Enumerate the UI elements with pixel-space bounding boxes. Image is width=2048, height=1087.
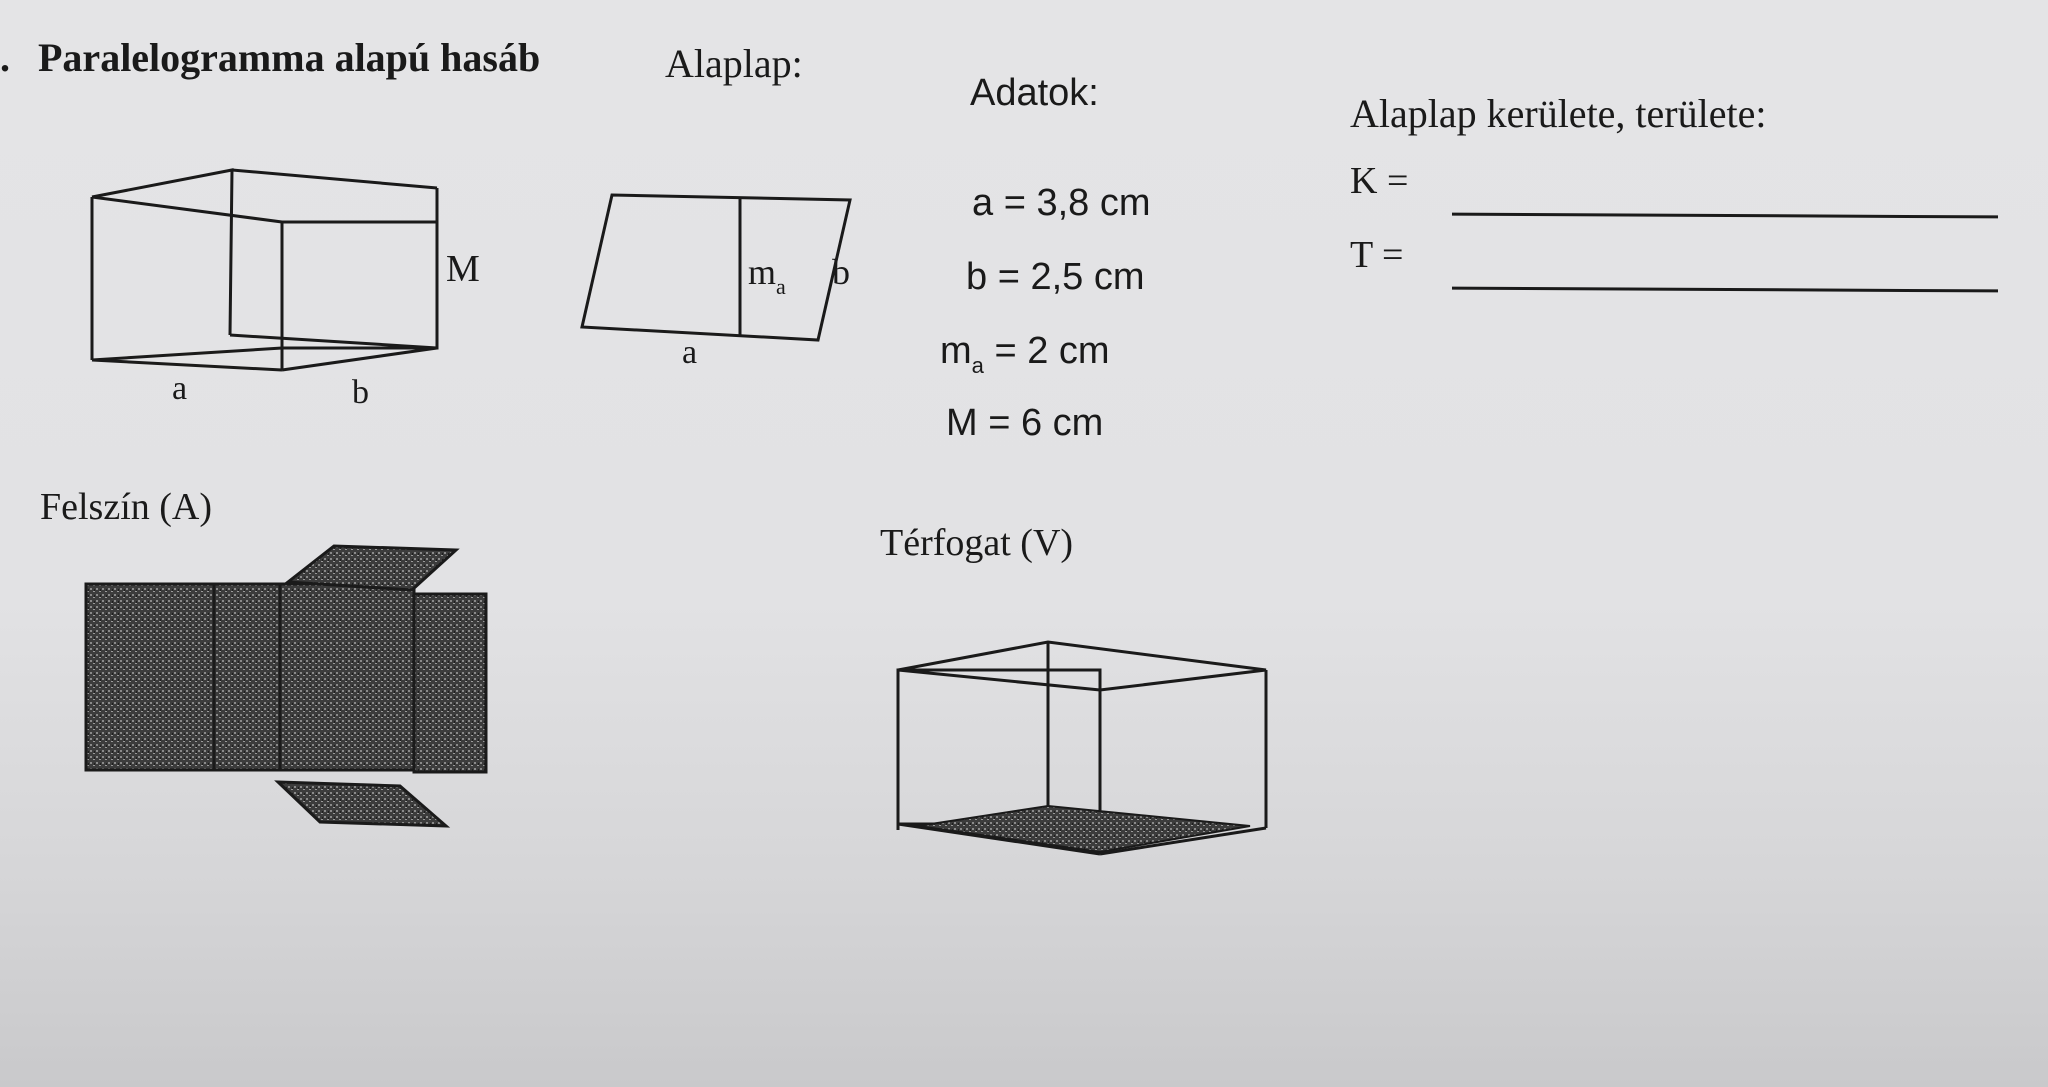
base-label-b: b [832,252,850,292]
felszin-heading: Felszín (A) [40,486,213,528]
base-label-a: a [682,334,698,371]
data-ma-m: m [940,330,972,372]
prism-label-m: M [446,248,480,290]
alaplap-heading: Alaplap: [665,41,803,86]
adatok-heading: Adatok: [970,72,1099,114]
data-b: b = 2,5 cm [966,256,1145,298]
data-a: a = 3,8 cm [972,182,1151,224]
prism-label-a: a [172,370,188,407]
kerulet-terulet-heading: Alaplap kerülete, területe: [1350,91,1767,136]
task-number: . [0,35,10,80]
formula-k-label: K = [1350,160,1409,202]
base-label-ma-m: m [748,252,777,292]
data-ma-sub: a [971,353,984,378]
data-m: M = 6 cm [946,402,1104,444]
prism-label-b: b [352,374,369,411]
data-ma-rest: = 2 cm [983,330,1110,372]
task-title: Paralelogramma alapú hasáb [38,35,541,80]
terfogat-heading: Térfogat (V) [880,522,1074,564]
base-label-ma-sub: a [776,274,786,299]
formula-t-label: T = [1350,234,1404,276]
